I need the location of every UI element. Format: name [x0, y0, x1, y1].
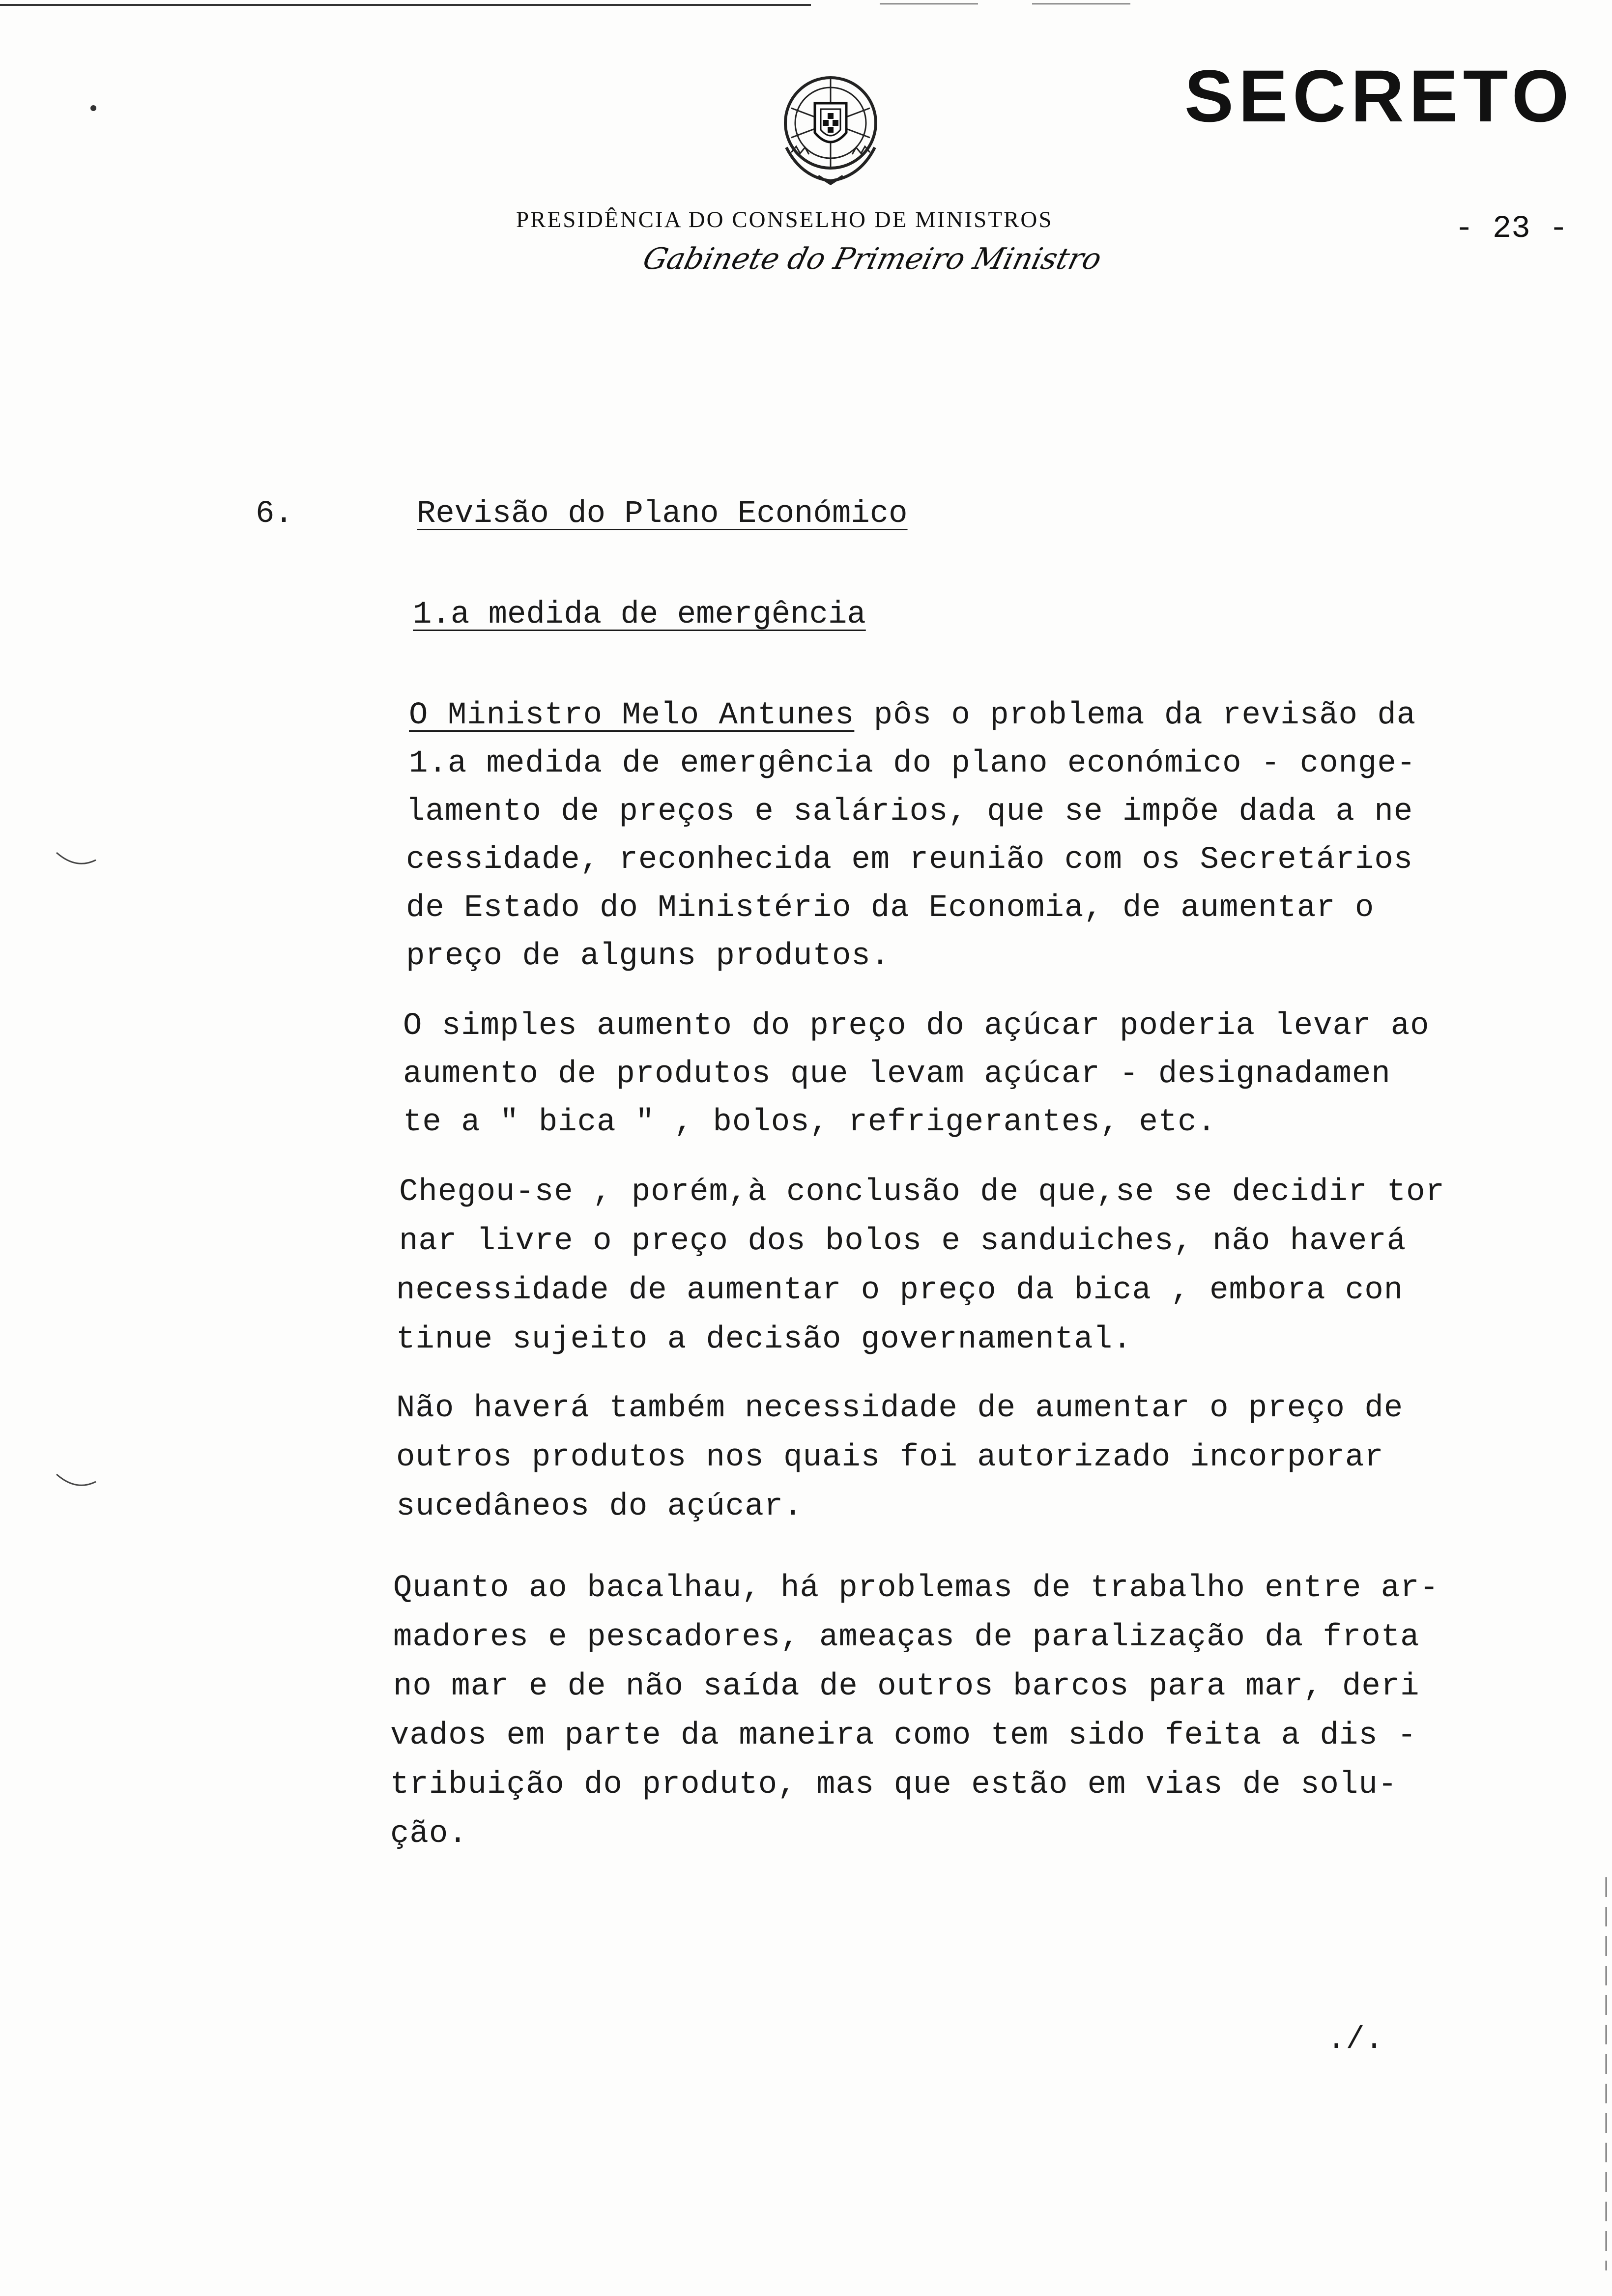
coat-of-arms-seal-icon: [772, 64, 890, 187]
paragraph-5-line-4: vados em parte da maneira como tem sido feita a dis -: [390, 1718, 1417, 1753]
top-edge-rule: [0, 0, 1612, 12]
paragraph-5-line-2: madores e pescadores, ameaças de paralização da frota: [393, 1620, 1420, 1655]
paragraph-1-line-6: preço de alguns produtos.: [406, 939, 891, 974]
margin-dot-icon: [88, 103, 98, 113]
paragraph-3-line-3: necessidade de aumentar o preço da bica , embora con: [396, 1273, 1404, 1308]
paragraph-1-line-3: lamento de preços e salários, que se impõe dada a ne: [406, 794, 1413, 830]
paragraph-1-line-5: de Estado do Ministério da Economia, de aumentar o: [406, 890, 1375, 926]
paragraph-3-line-4: tinue sujeito a decisão governamental.: [396, 1322, 1132, 1357]
office-handwritten-heading: Gabinete do Primeiro Ministro: [639, 242, 1105, 276]
paragraph-2-line-2: aumento de produtos que levam açúcar - designadamen: [403, 1057, 1391, 1092]
minister-name: O Ministro Melo Antunes: [409, 698, 855, 733]
section-number: 6.: [256, 496, 293, 532]
paragraph-5-line-1: Quanto ao bacalhau, há problemas de trabalho entre ar-: [393, 1571, 1439, 1606]
paragraph-4-line-2: outros produtos nos quais foi autorizado incorporar: [396, 1440, 1384, 1475]
institution-heading: PRESIDÊNCIA DO CONSELHO DE MINISTROS: [516, 207, 1053, 232]
paragraph-4-line-3: sucedâneos do açúcar.: [396, 1489, 803, 1524]
punch-hole-mark-icon: [54, 850, 98, 870]
right-edge-shadow: [1603, 1877, 1609, 2270]
paragraph-1-line-2: 1.a medida de emergência do plano económico - conge-: [409, 746, 1416, 781]
paragraph-5-line-3: no mar e de não saída de outros barcos para mar, deri: [393, 1669, 1420, 1704]
paragraph-3-line-1: Chegou-se , porém,à conclusão de que,se se decidir tor: [399, 1175, 1445, 1210]
subsection-title: 1.a medida de emergência: [413, 597, 866, 632]
paragraph-2-line-1: O simples aumento do preço do açúcar poderia levar ao: [403, 1008, 1430, 1044]
classification-stamp: SECRETO: [1184, 55, 1574, 137]
punch-hole-mark-icon: [54, 1472, 98, 1492]
paragraph-4-line-1: Não haverá também necessidade de aumentar o preço de: [396, 1391, 1404, 1426]
paragraph-3-line-2: nar livre o preço dos bolos e sanduiches, não haverá: [399, 1224, 1407, 1259]
page-number: - 23 -: [1455, 211, 1568, 247]
continuation-mark: ./.: [1327, 2022, 1384, 2058]
paragraph-5-line-5: tribuição do produto, mas que estão em vias de solu-: [390, 1767, 1398, 1803]
paragraph-1-line-4: cessidade, reconhecida em reunião com os Secretários: [406, 842, 1413, 878]
section-title: Revisão do Plano Económico: [417, 496, 908, 532]
paragraph-5-line-6: ção.: [390, 1816, 468, 1852]
paragraph-2-line-3: te a " bica " , bolos, refrigerantes, etc.: [403, 1105, 1217, 1140]
paragraph-1-line-1: O Ministro Melo Antunes pôs o problema da revisão da: [409, 698, 1416, 733]
